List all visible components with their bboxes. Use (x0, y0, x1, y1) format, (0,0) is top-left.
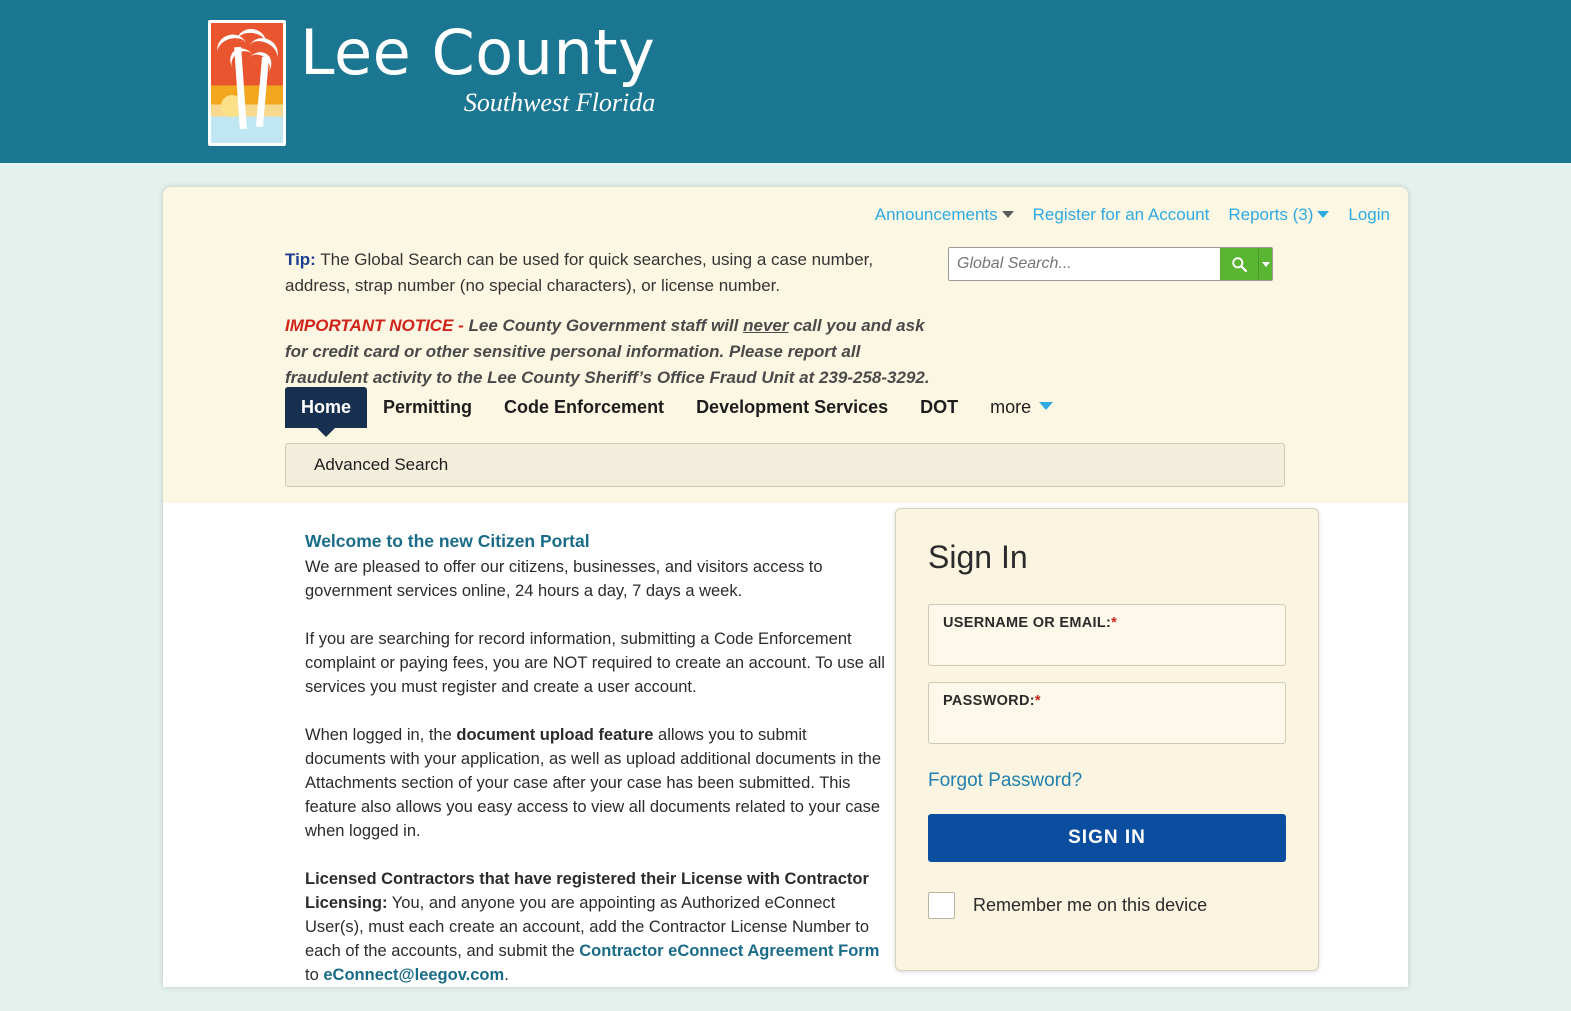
tab-permitting-label: Permitting (383, 397, 473, 417)
password-input[interactable] (943, 709, 1271, 730)
tab-more[interactable] (974, 387, 1069, 428)
welcome-p3-c: allows you to submit documents with your application, as well as upload additional documents in the Attachments section of your case after your case has been submitted. This feature also allows you easy access to view all documents related to your case when logged in. (305, 726, 882, 840)
username-field[interactable] (928, 604, 1286, 666)
tip-and-notice (285, 247, 935, 391)
tab-dot-label: DOT (920, 397, 959, 417)
important-notice (285, 313, 935, 391)
chevron-down-icon (1002, 211, 1014, 218)
remember-me-label: Remember me on this device (973, 895, 1208, 915)
tab-home-label: Home (301, 397, 352, 417)
chevron-down-icon (1039, 402, 1053, 410)
nav-link-register[interactable]: Register for an Account (1032, 205, 1210, 224)
tab-development-services-label: Development Services (696, 397, 889, 417)
username-label-text: USERNAME OR EMAIL: (943, 615, 1112, 631)
required-marker: * (1111, 615, 1118, 631)
advanced-search-bar[interactable] (285, 443, 1285, 487)
remember-me-row[interactable] (928, 892, 1286, 919)
welcome-paragraph-4 (305, 867, 885, 987)
tab-home[interactable] (285, 387, 367, 428)
notice-part2: call you and ask for credit card or other sensitive personal information. Please report all fraudulent activity to the Lee County Sheriff’s Office Fraud Unit at 239-258-3292. (285, 316, 930, 387)
nav-link-reports-label: Reports (3) (1228, 205, 1314, 224)
nav-link-announcements-label: Announcements (874, 205, 998, 224)
required-marker: * (1034, 693, 1041, 709)
palm-tree-logo-icon (208, 20, 286, 146)
notice-lead: IMPORTANT NOTICE - (285, 316, 469, 335)
welcome-p4-d: . (504, 966, 509, 984)
tip-label: Tip: (285, 250, 316, 269)
sign-in-title: Sign In (928, 539, 1028, 575)
search-icon[interactable] (1220, 248, 1258, 280)
welcome-paragraph-2: If you are searching for record information, submitting a Code Enforcement complaint or paying fees, you are NOT required to create an account. To use all services you must register and create a user account. (305, 630, 885, 696)
sign-in-button[interactable]: SIGN IN (928, 814, 1286, 862)
welcome-paragraph-3 (305, 723, 885, 843)
welcome-p4-b: You, and anyone you are appointing as Authorized eConnect User(s), must each create an account, add the Contractor License Number to each of the accounts, and submit the (305, 894, 870, 960)
site-logo[interactable] (208, 16, 656, 146)
main-nav (285, 387, 1069, 428)
brand-name: Lee County (300, 16, 656, 89)
contractor-econnect-agreement-link[interactable]: Contractor eConnect Agreement Form (579, 942, 880, 960)
notice-part1: Lee County Government staff will (468, 316, 744, 335)
tab-code-enforcement-label: Code Enforcement (504, 397, 665, 417)
advanced-search-label: Advanced Search (314, 455, 449, 474)
password-label (943, 693, 1271, 709)
search-input[interactable] (949, 255, 1220, 273)
nav-link-announcements[interactable] (875, 205, 1014, 225)
username-input[interactable] (943, 631, 1271, 652)
site-header (0, 0, 1571, 163)
tab-development-services[interactable] (680, 387, 904, 428)
password-field[interactable] (928, 682, 1286, 744)
forgot-password-link[interactable]: Forgot Password? (928, 770, 1083, 791)
brand-tagline: Southwest Florida (463, 88, 656, 117)
chevron-down-icon (1317, 211, 1329, 218)
welcome-p4-bold: Licensed Contractors that have registered their License with Contractor Licensing: (305, 870, 869, 912)
sign-in-panel (895, 508, 1319, 971)
tip-body: The Global Search can be used for quick searches, using a case number, address, strap number (no special characters), or license number. (285, 250, 874, 295)
global-search[interactable] (948, 247, 1273, 281)
password-label-text: PASSWORD: (943, 693, 1035, 709)
chevron-down-icon (1262, 262, 1270, 267)
welcome-text (305, 529, 885, 1011)
tip-text (285, 247, 935, 299)
nav-link-login[interactable]: Login (1348, 205, 1390, 224)
utility-nav (875, 205, 1390, 225)
tab-dot[interactable] (904, 387, 974, 428)
tab-permitting[interactable] (367, 387, 488, 428)
welcome-p3-a: When logged in, the (305, 726, 457, 744)
username-label (943, 615, 1271, 631)
econnect-email-link[interactable]: eConnect@leegov.com (323, 966, 505, 984)
welcome-p4-c: to (305, 966, 324, 984)
notice-emphasis: never (743, 316, 789, 335)
search-options-dropdown[interactable] (1258, 248, 1272, 280)
nav-link-reports[interactable] (1228, 205, 1329, 225)
tab-code-enforcement[interactable] (488, 387, 680, 428)
welcome-paragraph-1: We are pleased to offer our citizens, businesses, and visitors access to government services online, 24 hours a day, 7 days a week. (305, 558, 823, 600)
tab-more-label: more (990, 397, 1032, 417)
remember-me-checkbox[interactable] (928, 892, 955, 919)
welcome-p3-bold: document upload feature (456, 726, 654, 744)
welcome-heading: Welcome to the new Citizen Portal (305, 531, 590, 551)
